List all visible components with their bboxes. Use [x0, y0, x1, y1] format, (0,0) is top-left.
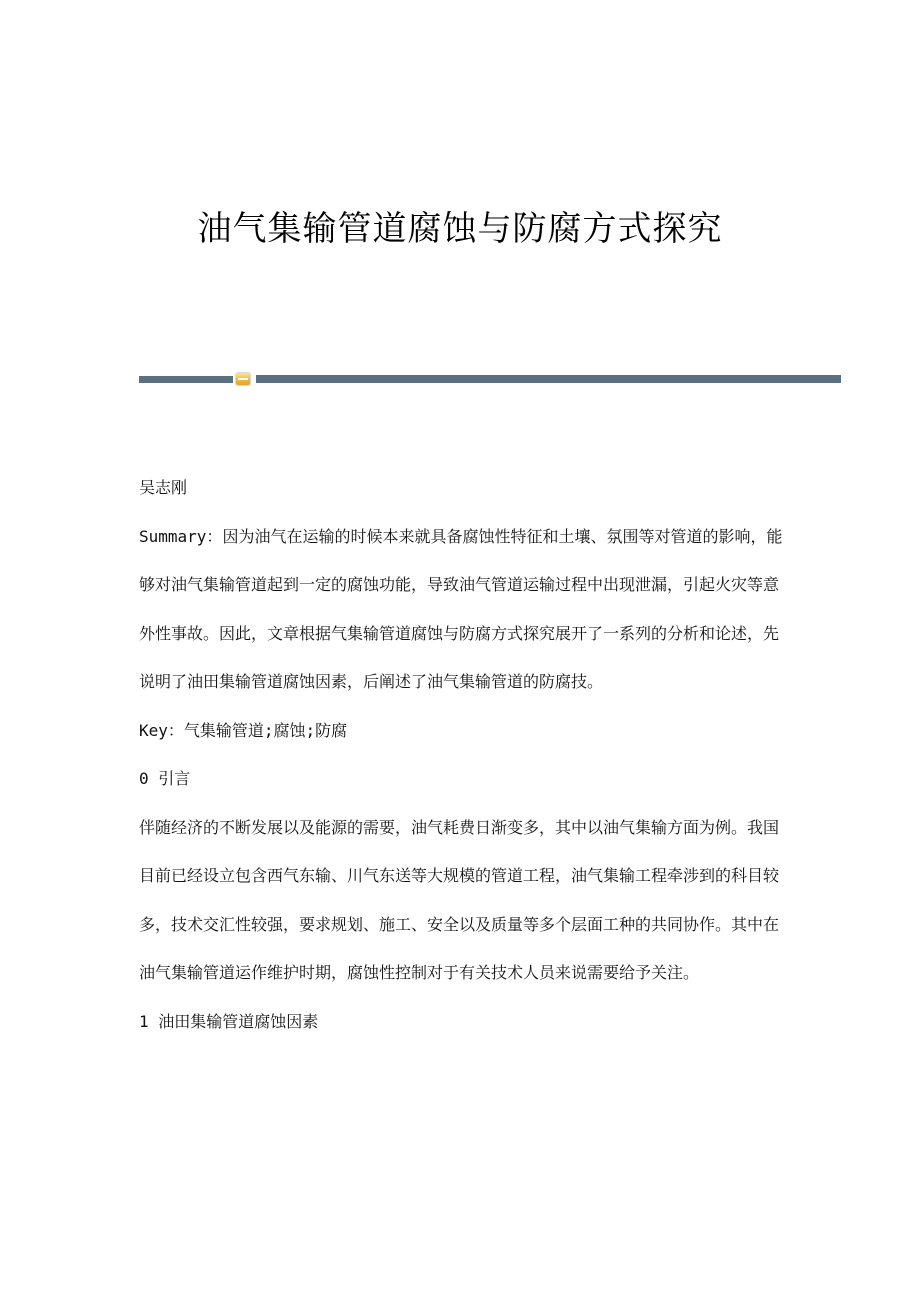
summary-paragraph [139, 513, 787, 707]
title-divider [139, 372, 841, 386]
summary-label: Summary： [139, 526, 223, 546]
summary-text: 因为油气在运输的时候本来就具备腐蚀性特征和土壤、氛围等对管道的影响，能够对油气集输管道起到一定的腐蚀功能，导致油气管道运输过程中出现泄漏，引起火灾等意外性事故。因此，文章根据气集输管道腐蚀与防腐方式探究展开了一系列的分析和论述，先说明了油田集输管道腐蚀因素，后阐述了油气集输管道的防腐技。 [139, 526, 783, 691]
document-title: 油气集输管道腐蚀与防腐方式探究 [197, 209, 723, 249]
divider-ornament-icon [236, 373, 250, 385]
keywords-label: Key： [139, 720, 184, 740]
document-body [139, 464, 787, 1046]
keywords-text: 气集输管道;腐蚀;防腐 [183, 720, 348, 740]
section-heading-introduction: 0 引言 [139, 769, 191, 788]
author-name: 吴志刚 [139, 478, 188, 497]
divider-bar-left [139, 376, 233, 383]
introduction-paragraph: 伴随经济的不断发展以及能源的需要，油气耗费日渐变多，其中以油气集输方面为例。我国目前已经设立包含西气东输、川气东送等大规模的管道工程，油气集输工程牵涉到的科目较多，技术交汇性较强，要求规划、施工、安全以及质量等多个层面工种的共同协作。其中在油气集输管道运作维护时期，腐蚀性控制对于有关技术人员来说需要给予关注。 [139, 817, 780, 982]
section-heading-corrosion-factors: 1 油田集输管道腐蚀因素 [139, 1011, 319, 1031]
keywords-paragraph [139, 707, 787, 756]
divider-bar-right [256, 375, 841, 383]
